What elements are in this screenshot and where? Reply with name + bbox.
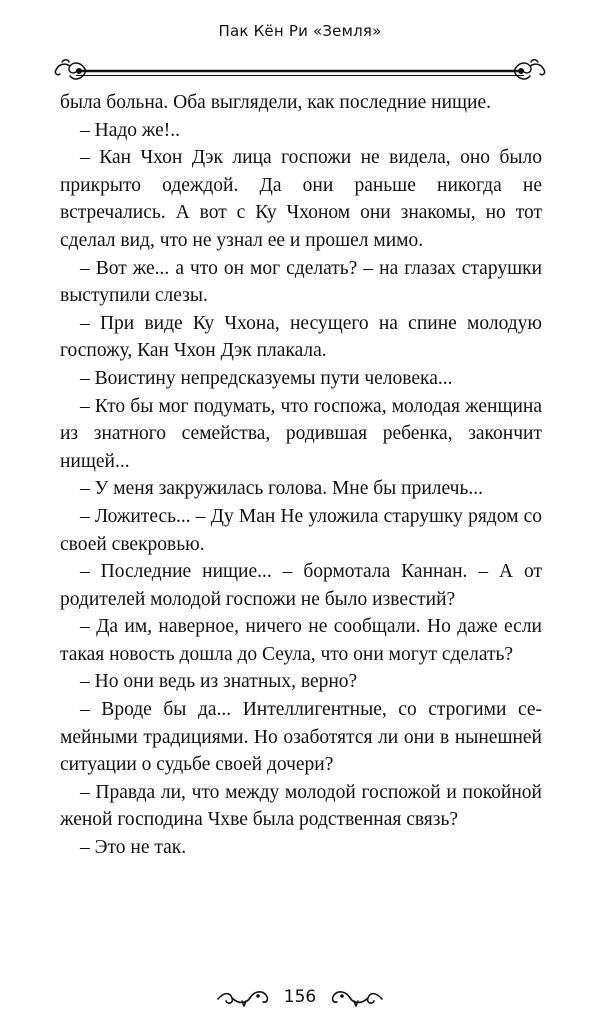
right-footer-ornament-icon (326, 986, 386, 1008)
paragraph: – Вот же... а что он мог сделать? – на глазах старушки выступили слезы. (60, 257, 542, 307)
paragraph: была больна. Оба выглядели, как последние нищие. (60, 92, 492, 113)
running-head-title: Пак Кён Ри «Земля» (218, 22, 382, 40)
paragraph: – Это не так. (80, 837, 187, 859)
paragraph: – Последние нищие... – бормотала Каннан. – А от родителей молодой госпожи не было известий? (60, 561, 542, 610)
paragraph: – Вроде бы да... Интеллигентные, со строгими семейными традициями. Но озаботятся ли они в нынешней ситуации о судьбе своей дочери? (60, 699, 542, 776)
page-footer (0, 980, 600, 1014)
text-body (60, 89, 542, 862)
paragraph: – Ложитесь... – Ду Ман Не уложила старушку рядом со своей свекровью. (60, 505, 542, 555)
paragraph: – Да им, наверное, ничего не сообщали. Но даже если такая новость дошла до Сеула, что они могут сделать? (60, 616, 542, 665)
right-flourish-icon (514, 60, 545, 79)
left-flourish-icon (55, 60, 86, 79)
left-footer-ornament-icon (214, 986, 274, 1008)
paragraph: – Но они ведь из знатных, верно? (80, 671, 358, 693)
page-number: 156 (283, 987, 317, 1007)
paragraph: – Кан Чхон Дэк лица госпожи не видела, оно было прикрыто одеждой. Да они раньше никогда не встречались. А вот с Ку Чхоном они знакомы, но тот сделал вид, что не узнал ее и прошел мимо. (60, 147, 542, 251)
paragraph: – Воистину непредсказуемы пути человека... (80, 367, 453, 389)
paragraph: – Надо же!.. (80, 119, 181, 141)
paragraph: – При виде Ку Чхона, несущего на спине молодую госпожу, Кан Чхон Дэк плакала. (60, 312, 542, 362)
paragraph: – Кто бы мог подумать, что госпожа, молодая женщина из знатного семейства, родившая ребенка, закончит нищей... (60, 395, 542, 472)
paragraph: – Правда ли, что между молодой госпожой и покойной женой господина Чхве была родственная связь? (60, 781, 542, 831)
ornamental-rule (52, 56, 548, 86)
paragraph: – У меня закружилась голова. Мне бы прилечь... (80, 478, 484, 500)
